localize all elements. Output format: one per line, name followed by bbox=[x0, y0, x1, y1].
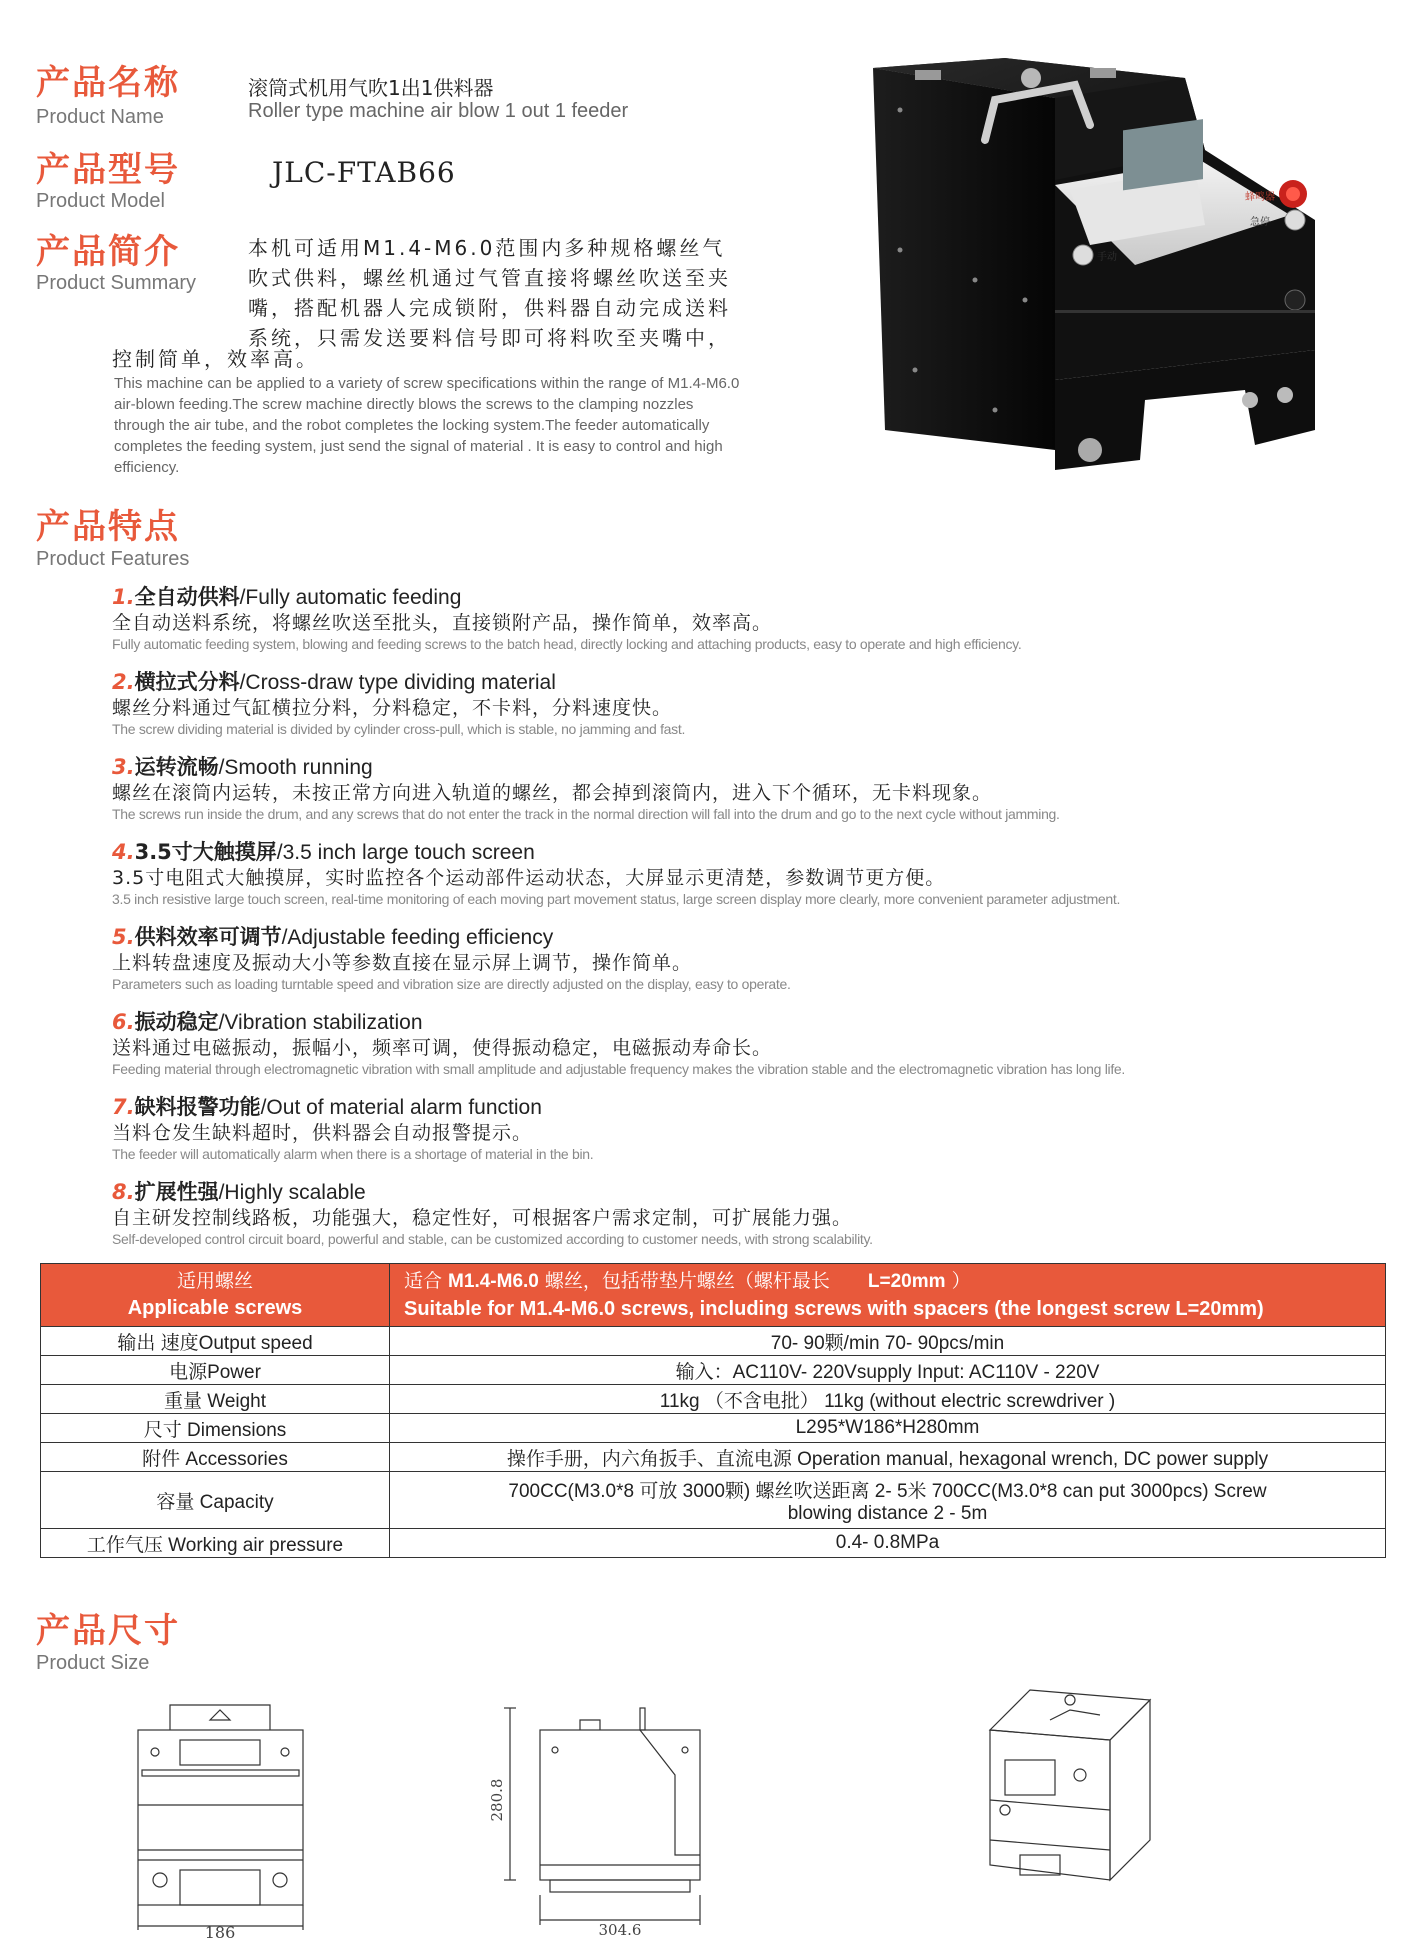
spec-value: 11kg （不含电批） 11kg (without electric screwdriver ) bbox=[390, 1385, 1386, 1414]
feature-title-en: /Smooth running bbox=[218, 756, 373, 779]
product-name-value: 滚筒式机用气吹1出1供料器 bbox=[248, 76, 494, 100]
feature-title-en: /Cross-draw type dividing material bbox=[239, 671, 556, 694]
table-row bbox=[41, 1414, 1386, 1443]
feature-item-2 bbox=[112, 669, 1362, 738]
feature-desc-cn: 上料转盘速度及振动大小等参数直接在显示屏上调节，操作简单。 bbox=[112, 952, 693, 974]
product-size-heading: 产品尺寸 bbox=[36, 1611, 180, 1651]
spec-label: 工作气压 Working air pressure bbox=[41, 1529, 390, 1558]
feature-number: 6. bbox=[112, 1010, 135, 1034]
spec-label: 重量 Weight bbox=[41, 1385, 390, 1414]
feature-title-cn: 3.5寸大触摸屏 bbox=[134, 840, 277, 864]
product-model-heading: 产品型号 bbox=[36, 150, 180, 190]
product-summary-heading: 产品简介 bbox=[36, 232, 180, 272]
dim-width-label: 186 bbox=[204, 1923, 236, 1940]
feature-item-5 bbox=[112, 924, 1362, 993]
spec-value: 输入：AC110V- 220Vsupply Input: AC110V - 220V bbox=[390, 1356, 1386, 1385]
feature-item-8 bbox=[112, 1179, 1362, 1248]
machine-label-manual: 手动 bbox=[1097, 252, 1117, 263]
spec-label-applicable-screws: 适用螺丝 Applicable screws bbox=[41, 1264, 390, 1327]
feature-desc-en: The screw dividing material is divided by cylinder cross-pull, which is stable, no jamming and fast. bbox=[112, 721, 686, 737]
machine-photo bbox=[855, 50, 1325, 520]
spec-table-header-row bbox=[41, 1264, 1386, 1327]
side-view-drawing bbox=[480, 1690, 730, 1940]
feature-number: 2. bbox=[112, 670, 135, 694]
feature-item-6 bbox=[112, 1009, 1362, 1078]
feature-title-en: /Highly scalable bbox=[218, 1181, 366, 1204]
spec-value: L295*W186*H280mm bbox=[390, 1414, 1386, 1443]
spec-value-applicable-screws: 适合 M1.4-M6.0 螺丝，包括带垫片螺丝（螺杆最长 L=20mm ） Suitable for M1.4-M6.0 screws, including screws with spacers (the longest screw L=20mm) bbox=[390, 1264, 1386, 1327]
feature-desc-cn: 螺丝分料通过气缸横拉分料，分料稳定，不卡料，分料速度快。 bbox=[112, 697, 673, 719]
table-row bbox=[41, 1385, 1386, 1414]
feature-desc-cn: 3.5寸电阻式大触摸屏，实时监控各个运动部件运动状态，大屏显示更清楚，参数调节更方便。 bbox=[112, 867, 946, 889]
feature-number: 5. bbox=[112, 925, 135, 949]
feature-desc-cn: 自主研发控制线路板，功能强大，稳定性好，可根据客户需求定制，可扩展能力强。 bbox=[112, 1207, 853, 1229]
spec-value: 操作手册，内六角扳手、直流电源 Operation manual, hexagonal wrench, DC power supply bbox=[390, 1443, 1386, 1472]
feature-title-cn: 供料效率可调节 bbox=[134, 925, 282, 949]
feature-item-1 bbox=[112, 584, 1362, 653]
spec-label: 附件 Accessories bbox=[41, 1443, 390, 1472]
feature-number: 3. bbox=[112, 755, 135, 779]
feature-desc-en: The screws run inside the drum, and any screws that do not enter the track in the normal direction will fall into the drum and go to the next cycle without jamming. bbox=[112, 806, 1060, 822]
feature-desc-cn: 全自动送料系统，将螺丝吹送至批头，直接锁附产品，操作简单，效率高。 bbox=[112, 612, 773, 634]
feature-title-en: /Adjustable feeding efficiency bbox=[281, 926, 554, 949]
feature-title-cn: 横拉式分料 bbox=[134, 670, 240, 694]
feature-title-cn: 全自动供料 bbox=[134, 585, 240, 609]
feature-title-en: /3.5 inch large touch screen bbox=[276, 841, 535, 864]
feature-desc-en: Fully automatic feeding system, blowing and feeding screws to the batch head, directly locking and attaching products, easy to operate and high efficiency. bbox=[112, 636, 1022, 652]
product-model-heading-en: Product Model bbox=[36, 190, 165, 212]
table-row bbox=[41, 1327, 1386, 1356]
feature-desc-cn: 送料通过电磁振动，振幅小，频率可调，使得振动稳定，电磁振动寿命长。 bbox=[112, 1037, 773, 1059]
feature-title-cn: 运转流畅 bbox=[134, 755, 219, 779]
machine-label-reset: 急停 bbox=[1250, 217, 1270, 228]
dim-length-label: 304.6 bbox=[598, 1921, 642, 1939]
machine-label-alarm: 蜂鸣器 bbox=[1245, 192, 1275, 203]
dim-height-label: 280.8 bbox=[488, 1778, 506, 1822]
spec-value: 0.4- 0.8MPa bbox=[390, 1529, 1386, 1558]
spec-value: 70- 90颗/min 70- 90pcs/min bbox=[390, 1327, 1386, 1356]
feature-desc-en: 3.5 inch resistive large touch screen, real-time monitoring of each moving part movement status, large screen display more clearly, more convenient parameter adjustment. bbox=[112, 891, 1121, 907]
product-size-heading-en: Product Size bbox=[36, 1652, 150, 1674]
table-row bbox=[41, 1443, 1386, 1472]
product-name-heading-en: Product Name bbox=[36, 106, 164, 128]
feature-item-3 bbox=[112, 754, 1362, 823]
feature-number: 7. bbox=[112, 1095, 135, 1119]
feature-item-4 bbox=[112, 839, 1362, 908]
spec-label: 电源Power bbox=[41, 1356, 390, 1385]
product-name-value-en: Roller type machine air blow 1 out 1 feeder bbox=[248, 100, 629, 122]
front-view-drawing bbox=[120, 1700, 320, 1940]
feature-number: 1. bbox=[112, 585, 135, 609]
spec-value-capacity: 700CC(M3.0*8 可放 3000颗) 螺丝吹送距离 2- 5米 700CC(M3.0*8 can put 3000pcs) Screw blowing distance 2 - 5m bbox=[390, 1472, 1386, 1529]
feature-title-cn: 缺料报警功能 bbox=[134, 1095, 261, 1119]
spec-label: 输出 速度Output speed bbox=[41, 1327, 390, 1356]
product-summary-heading-en: Product Summary bbox=[36, 272, 197, 294]
summary-text-cn-last: 控制简单，效率高。 bbox=[112, 347, 319, 371]
feature-item-7 bbox=[112, 1094, 1362, 1163]
feature-desc-cn: 螺丝在滚筒内运转，未按正常方向进入轨道的螺丝，都会掉到滚筒内，进入下个循环，无卡料现象。 bbox=[112, 782, 993, 804]
feature-title-en: /Vibration stabilization bbox=[218, 1011, 423, 1034]
product-features-heading-en: Product Features bbox=[36, 548, 190, 570]
product-model-value: JLC-FTAB66 bbox=[272, 156, 456, 189]
feature-title-en: /Out of material alarm function bbox=[260, 1096, 542, 1119]
table-row bbox=[41, 1356, 1386, 1385]
summary-text-en: This machine can be applied to a variety of screw specifications within the range of M1.4-M6.0 air-blown feeding.The screw machine directly blows the screws to the clamping nozzles through the air tube, and the robot completes the locking system.The feeder automatically completes the feeding system, just send the signal of material . It is easy to control and high efficiency. bbox=[114, 375, 740, 476]
summary-text-cn: 本机可适用M1.4-M6.0范围内多种规格螺丝气 吹式供料，螺丝机通过气管直接将螺丝吹送至夹 嘴，搭配机器人完成锁附，供料器自动完成送料 系统，只需发送要料信号即可将料吹至夹嘴中， bbox=[248, 236, 731, 350]
product-name-heading: 产品名称 bbox=[36, 63, 180, 103]
spec-label: 尺寸 Dimensions bbox=[41, 1414, 390, 1443]
feature-number: 4. bbox=[112, 840, 135, 864]
isometric-drawing bbox=[960, 1680, 1160, 1890]
feature-desc-en: Parameters such as loading turntable speed and vibration size are directly adjusted on the display, easy to operate. bbox=[112, 976, 791, 992]
feature-title-cn: 振动稳定 bbox=[134, 1010, 219, 1034]
feature-desc-en: Self-developed control circuit board, powerful and stable, can be customized according to customer needs, with strong scalability. bbox=[112, 1231, 873, 1247]
feature-desc-en: Feeding material through electromagnetic vibration with small amplitude and adjustable frequency makes the vibration stable and the electromagnetic vibration has long life. bbox=[112, 1061, 1125, 1077]
feature-desc-en: The feeder will automatically alarm when there is a shortage of material in the bin. bbox=[112, 1146, 594, 1162]
feature-number: 8. bbox=[112, 1180, 135, 1204]
spec-label: 容量 Capacity bbox=[41, 1472, 390, 1529]
table-row bbox=[41, 1472, 1386, 1529]
table-row bbox=[41, 1529, 1386, 1558]
feature-desc-cn: 当料仓发生缺料超时，供料器会自动报警提示。 bbox=[112, 1122, 533, 1144]
product-features-heading: 产品特点 bbox=[36, 507, 180, 547]
feature-title-cn: 扩展性强 bbox=[134, 1180, 219, 1204]
spec-table bbox=[40, 1263, 1386, 1558]
feature-title-en: /Fully automatic feeding bbox=[239, 586, 462, 609]
